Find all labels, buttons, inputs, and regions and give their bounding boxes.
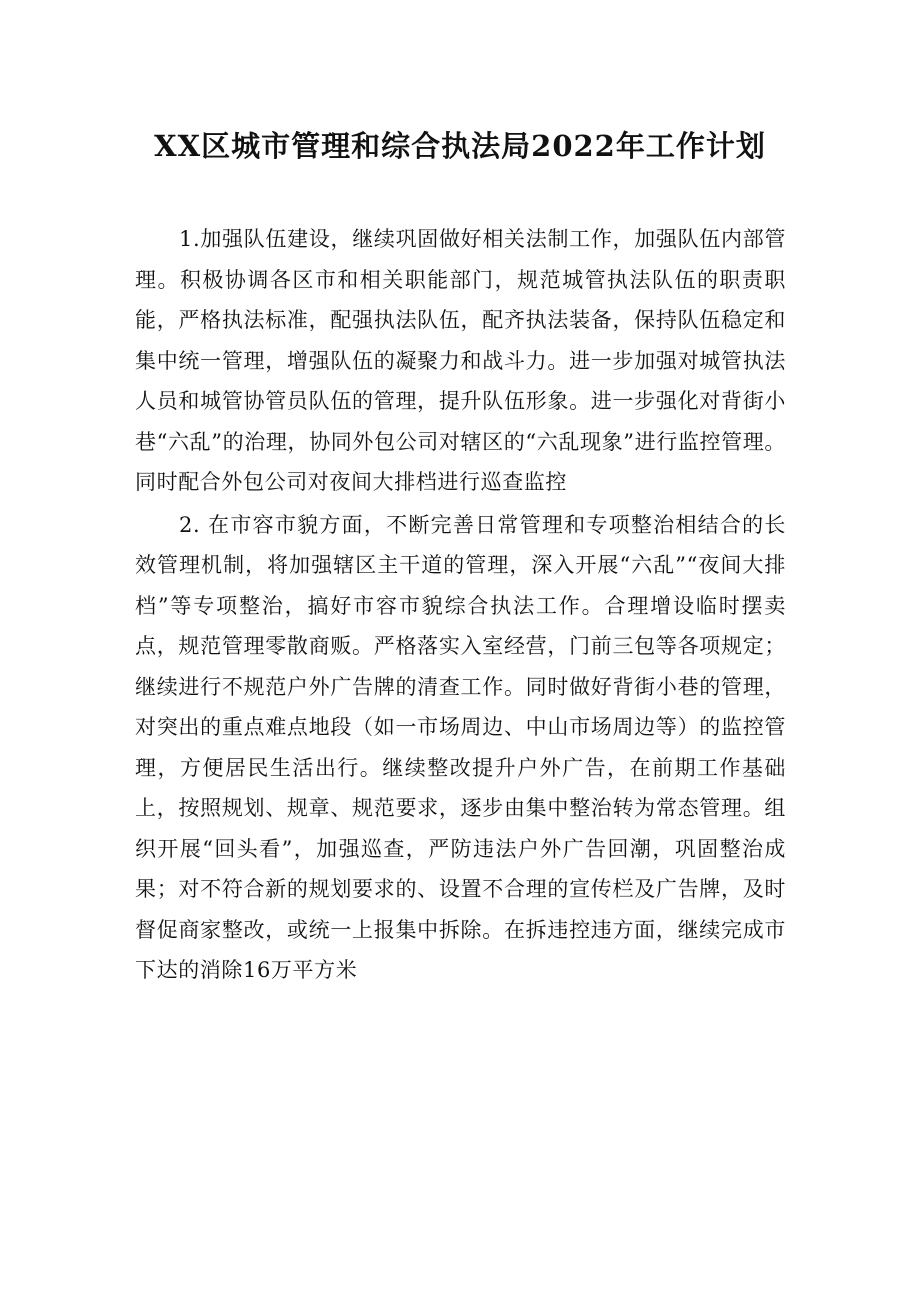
document-title: XX区城市管理和综合执法局2022年工作计划 — [154, 129, 766, 163]
document-body — [135, 219, 786, 991]
paragraph-2: 2. 在市容市貌方面，不断完善日常管理和专项整治相结合的长效管理机制，将加强辖区主干道的管理，深入开展“六乱”“夜间大排档”等专项整治，搞好市容市貌综合执法工作。合理增设临时摆卖点，规范管理零散商贩。严格落实入室经营，门前三包等各项规定；继续进行不规范户外广告牌的清查工作。同时做好背街小巷的管理，对突出的重点难点地段（如一市场周边、中山市场周边等）的监控管理，方便居民生活出行。继续整改提升户外广告，在前期工作基础上，按照规划、规章、规范要求，逐步由集中整治转为常态管理。组织开展“回头看”，加强巡查，严防违法户外广告回潮，巩固整治成果；对不符合新的规划要求的、设置不合理的宣传栏及广告牌，及时督促商家整改，或统一上报集中拆除。在拆违控违方面，继续完成市下达的消除16万平方米 — [135, 512, 786, 982]
paragraph-1: 1.加强队伍建设，继续巩固做好相关法制工作，加强队伍内部管理。积极协调各区市和相关职能部门，规范城管执法队伍的职责职能，严格执法标准，配强执法队伍，配齐执法装备，保持队伍稳定和集中统一管理，增强队伍的凝聚力和战斗力。进一步加强对城管执法人员和城管协管员队伍的管理，提升队伍形象。进一步强化对背街小巷“六乱”的治理，协同外包公司对辖区的“六乱现象”进行监控管理。同时配合外包公司对夜间大排档进行巡查监控 — [135, 227, 786, 494]
